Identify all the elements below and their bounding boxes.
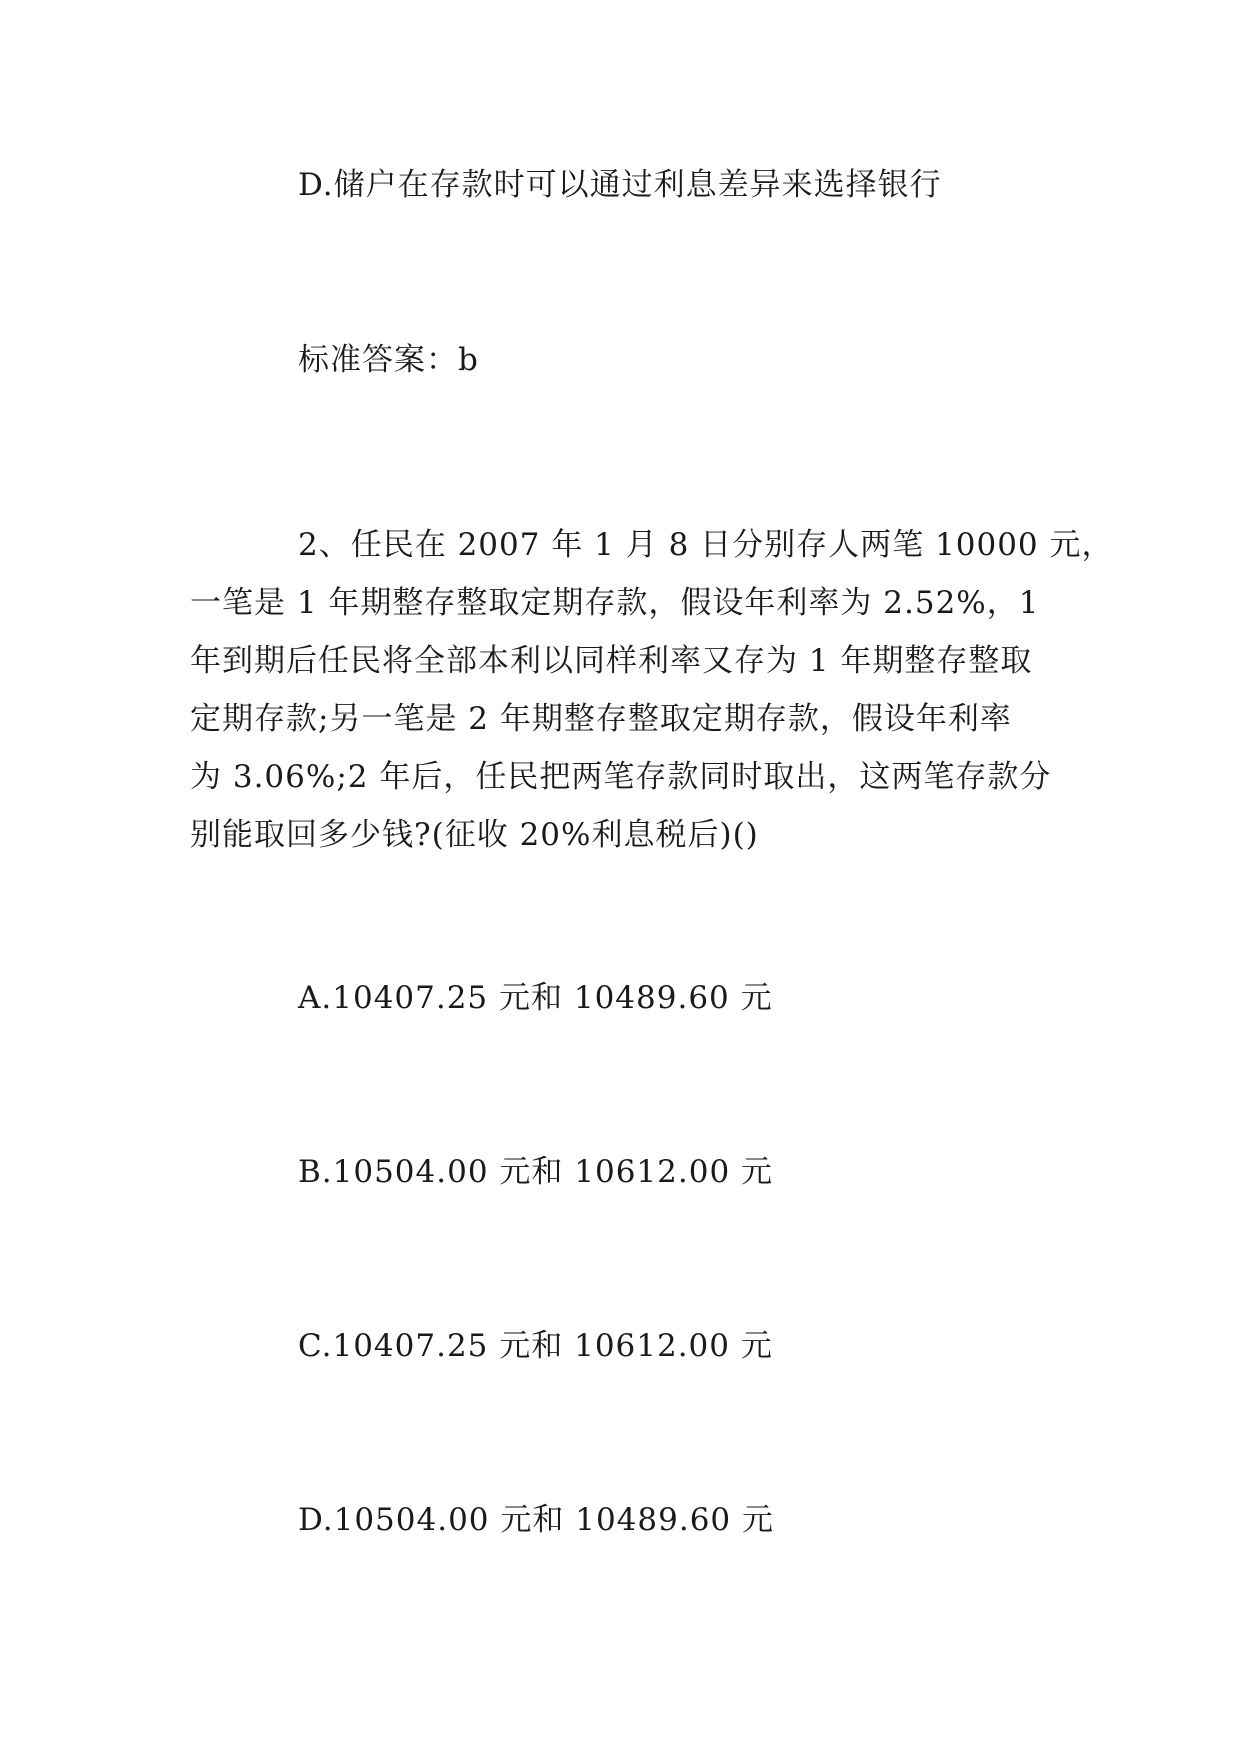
question-2-line-2: 一笔是 1 年期整存整取定期存款，假设年利率为 2.52%，1 (190, 585, 1040, 621)
question-2-paragraph (190, 516, 1114, 864)
option-c: C.10407.25 元和 10612.00 元 (298, 1328, 773, 1364)
option-b: B.10504.00 元和 10612.00 元 (298, 1154, 774, 1190)
standard-answer: 标准答案：b (298, 342, 479, 378)
option-a: A.10407.25 元和 10489.60 元 (298, 980, 773, 1016)
question-2-line-3: 年到期后任民将全部本利以同样利率又存为 1 年期整存整取 (190, 643, 1033, 679)
question-2-line-6: 别能取回多少钱?(征收 20%利息税后)() (190, 817, 759, 853)
previous-option-d: D.储户在存款时可以通过利息差异来选择银行 (298, 167, 942, 203)
question-2-line-1: 2、任民在 2007 年 1 月 8 日分别存人两笔 10000 元， (298, 527, 1114, 563)
question-2-line-5: 为 3.06%;2 年后，任民把两笔存款同时取出，这两笔存款分 (190, 759, 1052, 795)
question-2-line-4: 定期存款;另一笔是 2 年期整存整取定期存款，假设年利率 (190, 701, 1012, 737)
option-d: D.10504.00 元和 10489.60 元 (298, 1502, 774, 1538)
